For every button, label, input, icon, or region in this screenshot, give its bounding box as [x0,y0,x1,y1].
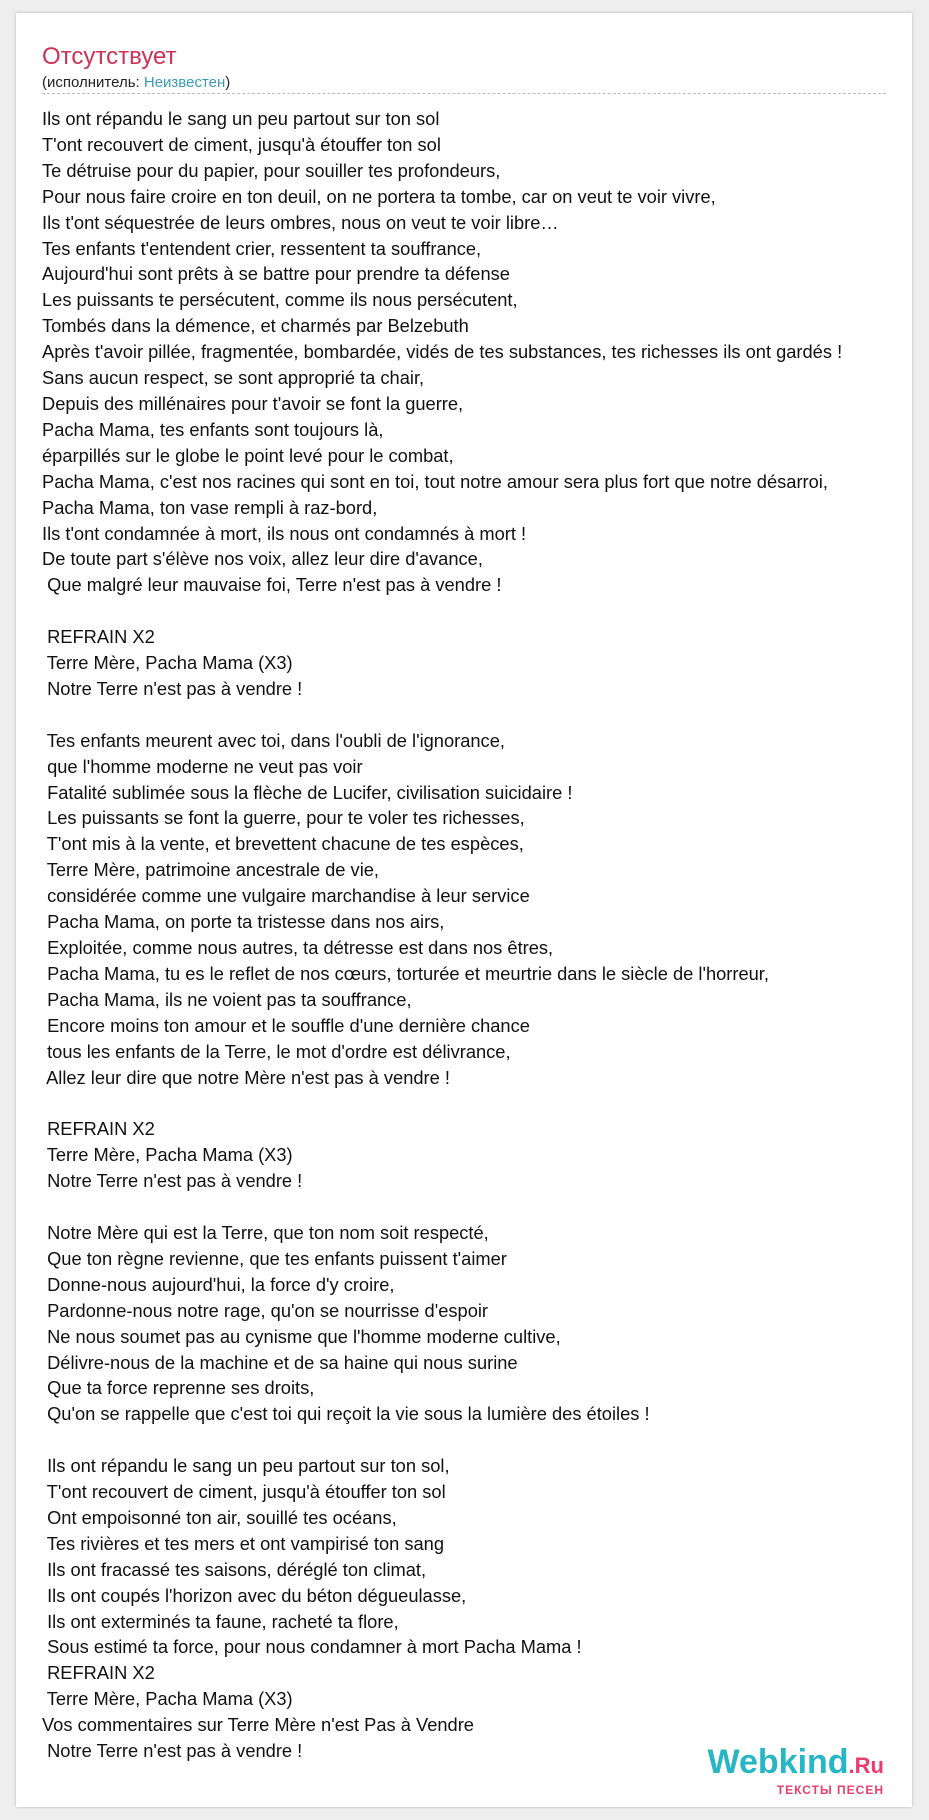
lyric-line: Allez leur dire que notre Mère n'est pas à vendre ! [42,1066,450,1088]
lyric-line: Notre Mère qui est la Terre, que ton nom soit respecté, [42,1221,489,1243]
lyric-line: Que ton règne revienne, que tes enfants puissent t'aimer [42,1247,507,1269]
lyric-line [42,598,912,624]
lyric-line: Depuis des millénaires pour t'avoir se font la guerre, [42,392,464,414]
lyric-line: Encore moins ton amour et le souffle d'une dernière chance [42,1014,530,1036]
lyric-line: Ils ont répandu le sang un peu partout sur ton sol, [42,1455,450,1477]
lyrics-text [42,106,912,1764]
lyric-line: Ils ont répandu le sang un peu partout sur ton sol [42,108,440,129]
lyric-line: Terre Mère, Pacha Mama (X3) [42,1688,293,1710]
lyric-line: Exploitée, comme nous autres, ta détresse est dans nos êtres, [42,937,554,958]
lyric-line: REFRAIN X2 [42,626,155,648]
lyric-line: Pacha Mama, ton vase rempli à raz-bord, [42,496,378,518]
lyric-line: Ils t'ont séquestrée de leurs ombres, nous on veut te voir libre… [42,211,559,233]
lyric-line: Délivre-nous de la machine et de sa haine qui nous surine [42,1351,518,1373]
lyric-line: Te détruise pour du papier, pour souiller tes profondeurs, [42,159,501,181]
lyric-line: REFRAIN X2 [42,1662,155,1684]
lyric-line: Ne nous soumet pas au cynisme que l'homme moderne cultive, [42,1325,561,1347]
lyric-line: Pacha Mama, on porte ta tristesse dans nos airs, [42,911,445,933]
lyric-line: Fatalité sublimée sous la flèche de Lucifer, civilisation suicidaire ! [42,781,573,803]
artist-line [42,73,230,93]
lyric-line: Tes enfants t'entendent crier, ressentent ta souffrance, [42,237,482,259]
lyric-line: Pacha Mama, tes enfants sont toujours là, [42,418,384,440]
lyric-line: Que malgré leur mauvaise foi, Terre n'est pas à vendre ! [42,574,502,596]
lyric-line: Les puissants te persécutent, comme ils nous persécutent, [42,289,518,311]
lyric-line: Vos commentaires sur Terre Mère n'est Pas à Vendre [42,1714,474,1736]
lyric-line: Tombés dans la démence, et charmés par Belzebuth [42,315,469,337]
lyric-line: T'ont recouvert de ciment, jusqu'à étouffer ton sol [42,1481,446,1503]
logo-tagline: ТЕКСТЫ ПЕСЕН [776,1783,884,1797]
artist-link[interactable]: Неизвестен [143,74,226,91]
lyric-line: REFRAIN X2 [42,1118,155,1140]
site-logo[interactable] [708,1745,885,1797]
lyric-line: Pacha Mama, c'est nos racines qui sont en toi, tout notre amour sera plus fort que notre désarroi, [42,470,828,492]
lyric-line: Notre Terre n'est pas à vendre ! [42,1740,303,1762]
lyric-line: Ont empoisonné ton air, souillé tes océans, [42,1506,397,1528]
logo-brand [708,1745,885,1783]
lyric-line: Notre Terre n'est pas à vendre ! [42,1170,303,1192]
lyric-line: Tes enfants meurent avec toi, dans l'oubli de l'ignorance, [42,729,505,751]
lyric-line: Terre Mère, Pacha Mama (X3) [42,1144,293,1166]
lyric-line: Pacha Mama, tu es le reflet de nos cœurs, torturée et meurtrie dans le siècle de l'horreur, [42,962,769,984]
lyric-line: Terre Mère, Pacha Mama (X3) [42,652,293,674]
lyric-line: Aujourd'hui sont prêts à se battre pour prendre ta défense [42,263,510,285]
lyric-line: considérée comme une vulgaire marchandise à leur service [42,885,530,907]
lyric-line [42,702,912,728]
lyric-line: Pacha Mama, ils ne voient pas ta souffrance, [42,988,412,1010]
lyric-line: Les puissants se font la guerre, pour te voler tes richesses, [42,807,525,829]
lyric-line: Pour nous faire croire en ton deuil, on ne portera ta tombe, car on veut te voir vivre, [42,185,716,207]
lyric-line: Tes rivières et tes mers et ont vampirisé ton sang [42,1532,445,1554]
lyric-line: Pardonne-nous notre rage, qu'on se nourrisse d'espoir [42,1299,489,1321]
logo-brand-name: Webkind [707,1743,849,1781]
lyric-line: que l'homme moderne ne veut pas voir [42,755,363,777]
lyric-line: T'ont recouvert de ciment, jusqu'à étouffer ton sol [42,133,441,155]
lyric-line: Notre Terre n'est pas à vendre ! [42,677,303,699]
lyric-line: tous les enfants de la Terre, le mot d'ordre est délivrance, [42,1040,511,1062]
artist-prefix: (исполнитель: [42,74,144,91]
artist-suffix: ) [225,74,231,91]
lyric-line: Qu'on se rappelle que c'est toi qui reçoit la vie sous la lumière des étoiles ! [42,1403,650,1425]
logo-brand-suffix: .Ru [848,1753,884,1778]
lyric-line: Ils ont exterminés ta faune, racheté ta flore, [42,1610,399,1632]
header-divider [42,93,886,94]
lyric-line: Ils ont fracassé tes saisons, déréglé ton climat, [42,1558,427,1580]
lyric-line: Sous estimé ta force, pour nous condamner à mort Pacha Mama ! [42,1636,582,1658]
lyrics-card [16,13,912,1807]
lyric-line: Donne-nous aujourd'hui, la force d'y croire, [42,1273,395,1295]
lyric-line: Ils ont coupés l'horizon avec du béton dégueulasse, [42,1584,467,1606]
lyric-line [42,1194,912,1220]
lyric-line: Terre Mère, patrimoine ancestrale de vie, [42,859,380,881]
song-title: Отсутствует [42,43,177,70]
lyric-line [42,1427,912,1453]
lyric-line: Sans aucun respect, se sont approprié ta chair, [42,367,425,389]
lyric-line: Après t'avoir pillée, fragmentée, bombardée, vidés de tes substances, tes richesses ils ont gardés ! [42,341,843,363]
lyric-line: Ils t'ont condamnée à mort, ils nous ont condamnés à mort ! [42,522,527,544]
lyric-line [42,1090,912,1116]
lyric-line: éparpillés sur le globe le point levé pour le combat, [42,444,454,466]
lyric-line: Que ta force reprenne ses droits, [42,1377,315,1399]
lyric-line: T'ont mis à la vente, et brevettent chacune de tes espèces, [42,833,524,855]
lyric-line: De toute part s'élève nos voix, allez leur dire d'avance, [42,548,483,570]
